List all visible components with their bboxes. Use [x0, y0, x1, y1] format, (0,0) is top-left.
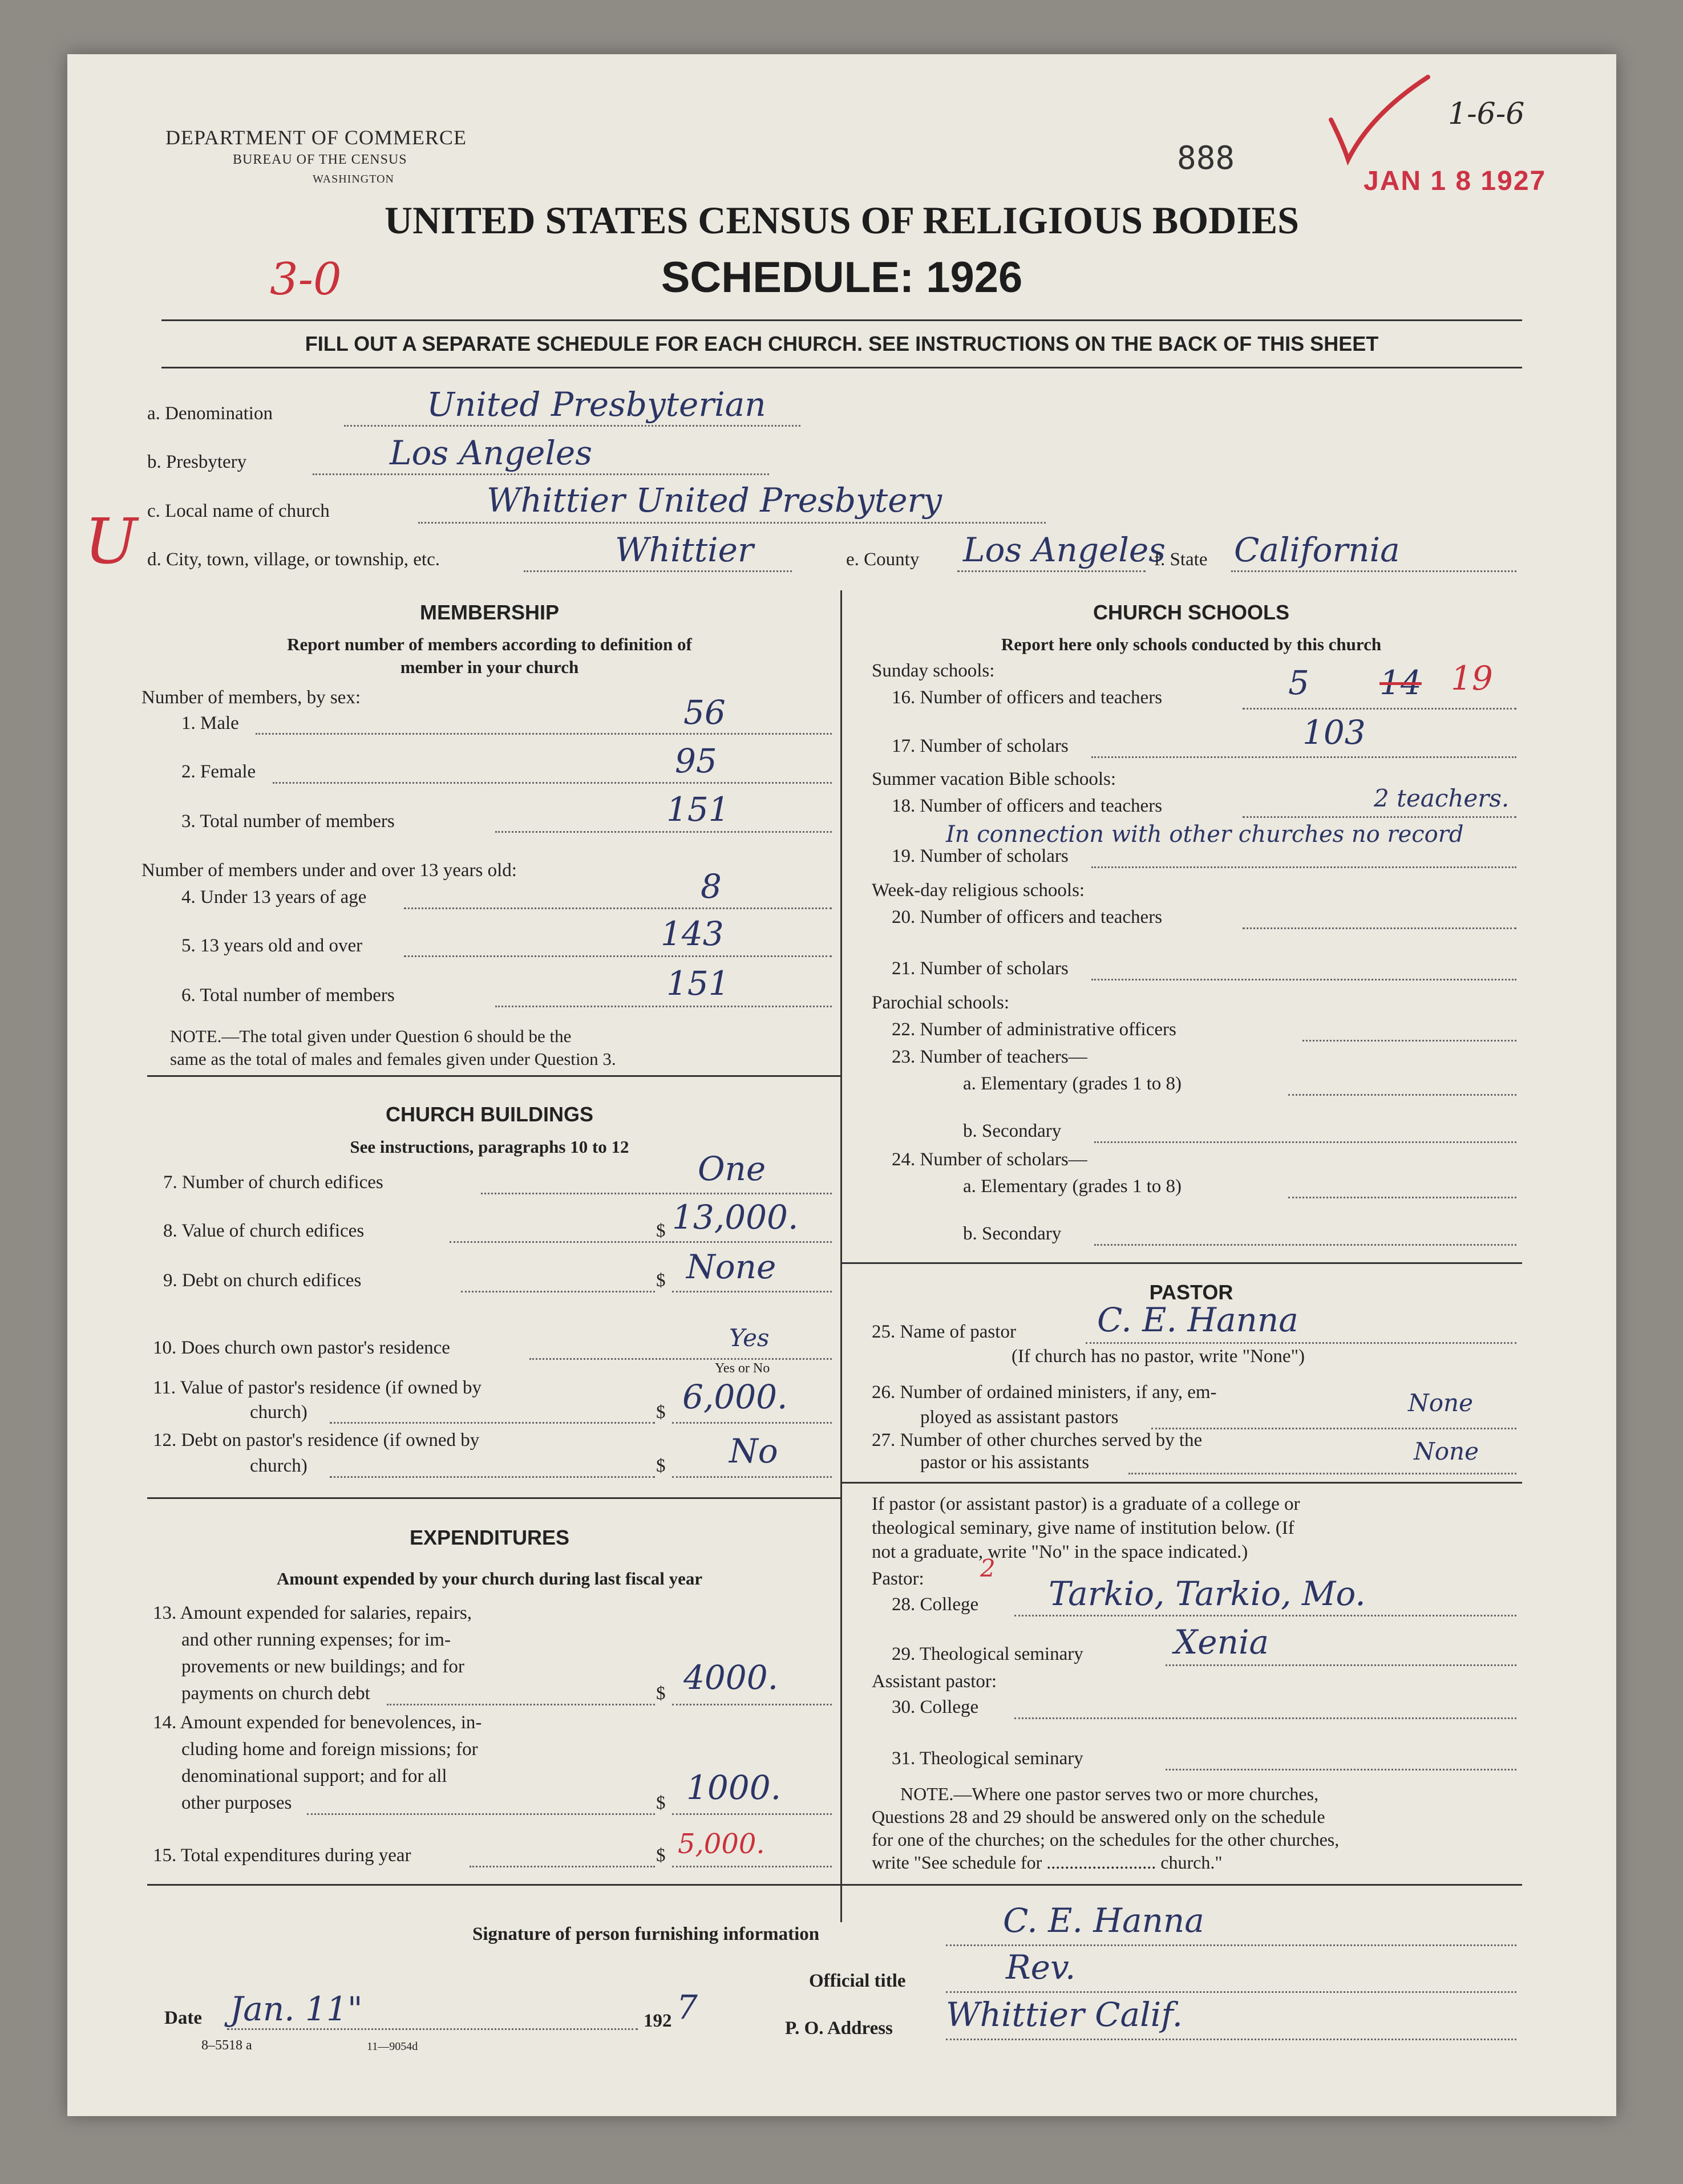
q6-total-value[interactable]: 151: [666, 964, 730, 1003]
bureau-heading: BUREAU OF THE CENSUS: [233, 152, 407, 167]
q13-line1: 13. Amount expended for salaries, repairs,: [153, 1603, 472, 1623]
q29-value[interactable]: Xenia: [1174, 1623, 1269, 1662]
q7-label: 7. Number of church edifices: [163, 1172, 383, 1193]
q25-value[interactable]: C. E. Hanna: [1097, 1300, 1298, 1339]
q1-label: 1. Male: [181, 713, 239, 734]
q29-label: 29. Theological seminary: [892, 1644, 1083, 1664]
q14-dollar: $: [656, 1793, 666, 1813]
q12-label-line1: 12. Debt on pastor's residence (if owned by: [153, 1430, 480, 1450]
membership-subtitle-line1: Report number of members according to definition of: [287, 634, 692, 654]
denomination-label: a. Denomination: [147, 403, 273, 424]
date-value[interactable]: Jan. 11": [230, 1989, 363, 2028]
q10-label: 10. Does church own pastor's residence: [153, 1338, 450, 1358]
sunday-schools-caption: Sunday schools:: [872, 661, 995, 681]
q18-label: 18. Number of officers and teachers: [892, 796, 1163, 816]
department-heading: DEPARTMENT OF COMMERCE: [165, 126, 467, 149]
schedule-number: 888: [1177, 140, 1235, 177]
q8-label: 8. Value of church edifices: [163, 1221, 365, 1241]
red-check-icon: [1325, 74, 1434, 165]
q1-male-value[interactable]: 56: [683, 693, 726, 732]
fill-out-instruction: FILL OUT A SEPARATE SCHEDULE FOR EACH CHURCH. SEE INSTRUCTIONS ON THE BACK OF THIS SHEET: [305, 332, 1379, 355]
q8-dollar: $: [656, 1221, 666, 1241]
q24-label: 24. Number of scholars—: [892, 1149, 1087, 1170]
q5-over13-value[interactable]: 143: [661, 914, 724, 953]
city-value[interactable]: Whittier: [615, 530, 754, 569]
q15-label: 15. Total expenditures during year: [153, 1845, 411, 1866]
pastor-note-line4: write "See schedule for ........................ church.": [872, 1852, 1223, 1873]
official-title-value[interactable]: Rev.: [1006, 1948, 1076, 1987]
q27-label-line1: 27. Number of other churches served by the: [872, 1430, 1203, 1450]
q11-value[interactable]: 6,000.: [682, 1377, 788, 1416]
date-label: Date: [164, 2008, 202, 2028]
q7-edifices-value[interactable]: One: [698, 1149, 766, 1188]
q15-dollar: $: [656, 1845, 666, 1866]
q8-value[interactable]: 13,000.: [672, 1198, 799, 1237]
form-number: 8–5518 a: [201, 2038, 252, 2053]
q13-dollar: $: [656, 1683, 666, 1704]
q25-hint: (If church has no pastor, write "None"): [1012, 1346, 1305, 1367]
county-label: e. County: [846, 549, 920, 570]
schools-heading: CHURCH SCHOOLS: [1093, 601, 1289, 624]
q6-label: 6. Total number of members: [181, 985, 395, 1006]
q21-label: 21. Number of scholars: [892, 958, 1069, 979]
q2-label: 2. Female: [181, 761, 256, 782]
presbytery-label: b. Presbytery: [147, 452, 247, 472]
red-tally-mark: 3-0: [270, 254, 342, 305]
year-prefix: 192: [644, 2011, 672, 2031]
official-title-label: Official title: [809, 1971, 906, 1991]
q11-label-line1: 11. Value of pastor's residence (if owned by: [153, 1377, 482, 1398]
q24a-label: a. Elementary (grades 1 to 8): [963, 1176, 1182, 1197]
q10-value[interactable]: Yes: [729, 1324, 770, 1352]
q9-label: 9. Debt on church edifices: [163, 1270, 362, 1291]
q14-line1: 14. Amount expended for benevolences, in-: [153, 1712, 482, 1733]
city-label: d. City, town, village, or township, etc.: [147, 549, 440, 570]
signature-value[interactable]: C. E. Hanna: [1003, 1901, 1204, 1940]
pastor-note-line1: NOTE.—Where one pastor serves two or more churches,: [900, 1784, 1319, 1804]
signature-label: Signature of person furnishing information: [472, 1924, 820, 1944]
q16-struck-value: 14: [1379, 663, 1422, 702]
state-value[interactable]: California: [1234, 530, 1400, 569]
census-form-sheet: [67, 54, 1616, 2116]
expenditures-subtitle: Amount expended by your church during last fiscal year: [276, 1569, 703, 1589]
q16-value[interactable]: 5: [1288, 663, 1309, 702]
state-label: f. State: [1154, 549, 1208, 570]
q23-label: 23. Number of teachers—: [892, 1047, 1087, 1067]
po-address-label: P. O. Address: [785, 2018, 893, 2039]
pastor-caption: Pastor:: [872, 1569, 924, 1589]
parochial-schools-caption: Parochial schools:: [872, 992, 1010, 1013]
q14-line3: denominational support; and for all: [181, 1766, 447, 1786]
q25-label: 25. Name of pastor: [872, 1322, 1016, 1342]
q9-dollar: $: [656, 1270, 666, 1291]
q19-value[interactable]: In connection with other churches no record: [946, 821, 1464, 848]
q23b-label: b. Secondary: [963, 1121, 1062, 1141]
graduate-instruction-line3: not a graduate, write "No" in the space indicated.): [872, 1542, 1248, 1562]
q30-label: 30. College: [892, 1697, 979, 1717]
q22-label: 22. Number of administrative officers: [892, 1019, 1176, 1040]
county-value[interactable]: Los Angeles: [963, 530, 1166, 569]
q13-value[interactable]: 4000.: [683, 1658, 779, 1697]
q14-line4: other purposes: [181, 1793, 292, 1813]
q3-label: 3. Total number of members: [181, 811, 395, 832]
local-name-value[interactable]: Whittier United Presbytery: [487, 481, 942, 520]
red-margin-mark: U: [84, 505, 137, 578]
denomination-value[interactable]: United Presbyterian: [427, 385, 766, 424]
q12-label-line2: church): [250, 1456, 308, 1476]
q13-line3: provements or new buildings; and for: [181, 1656, 464, 1677]
q12-value[interactable]: No: [729, 1432, 778, 1470]
q17-value[interactable]: 103: [1302, 713, 1366, 752]
membership-note-line2: same as the total of males and females given under Question 3.: [170, 1049, 616, 1069]
expenditures-heading: EXPENDITURES: [409, 1526, 570, 1549]
q20-label: 20. Number of officers and teachers: [892, 907, 1163, 927]
local-name-label: c. Local name of church: [147, 501, 330, 521]
q27-label-line2: pastor or his assistants: [920, 1452, 1090, 1473]
buildings-heading: CHURCH BUILDINGS: [386, 1103, 593, 1126]
membership-heading: MEMBERSHIP: [419, 601, 560, 624]
q23a-label: a. Elementary (grades 1 to 8): [963, 1073, 1182, 1094]
q4-label: 4. Under 13 years of age: [181, 887, 367, 907]
buildings-subtitle: See instructions, paragraphs 10 to 12: [350, 1137, 629, 1157]
q5-label: 5. 13 years old and over: [181, 935, 363, 956]
weekday-schools-caption: Week-day religious schools:: [872, 880, 1085, 901]
membership-subtitle-line2: member in your church: [400, 657, 579, 677]
po-address-value[interactable]: Whittier Calif.: [946, 1995, 1183, 2034]
q26-label-line2: ployed as assistant pastors: [920, 1407, 1119, 1428]
pastor-note-line3: for one of the churches; on the schedules for the other churches,: [872, 1829, 1340, 1850]
q4-under13-value[interactable]: 8: [701, 867, 722, 906]
presbytery-value[interactable]: Los Angeles: [390, 433, 592, 472]
q10-hint: Yes or No: [715, 1361, 770, 1376]
pastor-note-line2: Questions 28 and 29 should be answered only on the schedule: [872, 1806, 1325, 1827]
pastor-heading: PASTOR: [1149, 1281, 1233, 1304]
q13-line4: payments on church debt: [181, 1683, 370, 1704]
q15-value[interactable]: 5,000.: [678, 1828, 765, 1860]
membership-note-line1: NOTE.—The total given under Question 6 should be the: [170, 1026, 572, 1046]
q14-line2: cluding home and foreign missions; for: [181, 1739, 478, 1760]
schools-subtitle: Report here only schools conducted by this church: [1001, 634, 1382, 654]
by-sex-caption: Number of members, by sex:: [141, 687, 361, 708]
q26-label-line1: 26. Number of ordained ministers, if any, em-: [872, 1382, 1217, 1403]
q3-total-value[interactable]: 151: [666, 790, 730, 829]
q9-value[interactable]: None: [686, 1247, 776, 1286]
q26-value[interactable]: None: [1408, 1389, 1473, 1417]
graduate-instruction-line2: theological seminary, give name of institution below. (If: [872, 1518, 1294, 1538]
q28-value[interactable]: Tarkio, Tarkio, Mo.: [1049, 1574, 1366, 1613]
age-caption: Number of members under and over 13 years old:: [141, 860, 517, 881]
assistant-pastor-caption: Assistant pastor:: [872, 1671, 997, 1692]
q28-label: 28. College: [892, 1594, 979, 1615]
received-date-stamp: JAN 1 8 1927: [1364, 166, 1547, 196]
q18-value[interactable]: 2 teachers.: [1374, 784, 1510, 812]
q2-female-value[interactable]: 95: [675, 741, 717, 780]
q11-dollar: $: [656, 1402, 666, 1423]
q17-label: 17. Number of scholars: [892, 736, 1069, 756]
schedule-title: SCHEDULE: 1926: [661, 253, 1023, 302]
graduate-instruction-line1: If pastor (or assistant pastor) is a graduate of a college or: [872, 1494, 1300, 1514]
q27-value[interactable]: None: [1414, 1437, 1479, 1465]
print-number: 11—9054d: [367, 2040, 418, 2053]
vacation-schools-caption: Summer vacation Bible schools:: [872, 769, 1116, 789]
q16-corrected-value[interactable]: 19: [1451, 659, 1493, 698]
q11-label-line2: church): [250, 1402, 308, 1423]
q12-dollar: $: [656, 1456, 666, 1476]
form-title: UNITED STATES CENSUS OF RELIGIOUS BODIES: [385, 198, 1299, 242]
red-numeral-2: 2: [980, 1554, 996, 1582]
q14-value[interactable]: 1000.: [686, 1768, 782, 1807]
corner-note: 1-6-6: [1448, 97, 1525, 131]
q19-label: 19. Number of scholars: [892, 846, 1069, 866]
city-heading: WASHINGTON: [313, 173, 394, 185]
q31-label: 31. Theological seminary: [892, 1748, 1083, 1769]
year-digit[interactable]: 7: [677, 1988, 698, 2027]
q24b-label: b. Secondary: [963, 1223, 1062, 1244]
q16-label: 16. Number of officers and teachers: [892, 687, 1163, 708]
q13-line2: and other running expenses; for im-: [181, 1630, 451, 1650]
